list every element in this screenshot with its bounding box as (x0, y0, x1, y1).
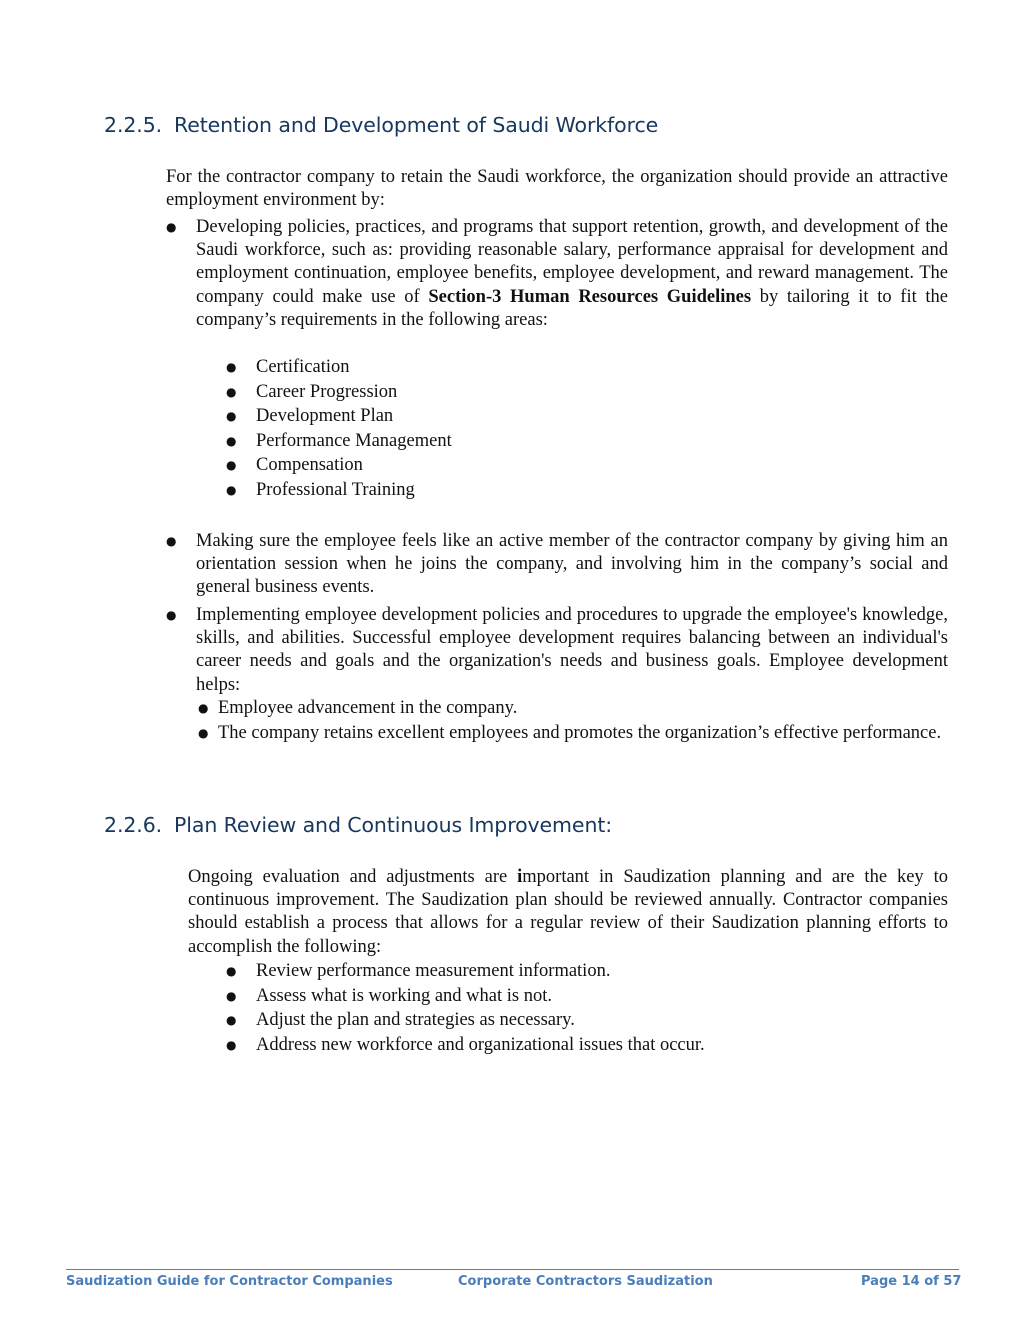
footer-left: Saudization Guide for Contractor Companies (66, 1274, 393, 1289)
bold-letter: i (517, 867, 523, 887)
list-item (166, 530, 948, 600)
section-heading-2-2-5 (104, 113, 658, 137)
list-item (166, 604, 948, 697)
review-item (226, 1034, 926, 1059)
bullet-icon: ● (226, 1013, 237, 1028)
area-label: Development Plan (256, 406, 394, 427)
bullet-icon: ● (226, 1037, 237, 1052)
area-item (226, 405, 626, 430)
bullet-icon: ● (226, 458, 237, 473)
helps-item (196, 722, 948, 745)
bullet-icon: ● (166, 608, 177, 622)
area-item (226, 430, 626, 455)
helps-item-text: The company retains excellent employees and promotes the organization’s effective performance. (218, 723, 942, 743)
bullet-icon: ● (226, 409, 237, 424)
review-item (226, 1009, 926, 1034)
text-run: mportant in Saudization planning and are the key to continuous improvement. The Saudization plan should be reviewed annually. Contractor companies should establish a process that allows for a regular review of their Saudization planning efforts to accomplish the following: (188, 867, 948, 957)
area-label: Certification (256, 357, 350, 377)
area-item (226, 479, 626, 504)
list-item-text (196, 216, 948, 332)
section-intro (188, 866, 948, 959)
bullet-icon: ● (166, 534, 177, 548)
text-run: by tailoring it to fit the company’s requirements in the following areas: (196, 286, 948, 330)
area-item (226, 454, 626, 479)
section-title: Plan Review and Continuous Improvement: (174, 813, 613, 837)
area-label: Performance Management (256, 430, 452, 451)
review-item-label: Adjust the plan and strategies as necessary. (256, 1010, 575, 1031)
review-item-label: Address new workforce and organizational issues that occur. (256, 1034, 705, 1055)
review-item-label: Review performance measurement information. (256, 961, 611, 981)
helps-item (196, 697, 948, 720)
guidelines-reference: Section-3 Human Resources Guidelines (428, 286, 752, 307)
bullet-icon: ● (166, 220, 177, 234)
bullet-icon: ● (226, 360, 237, 374)
text-run: Ongoing evaluation and adjustments are (188, 867, 518, 887)
bullet-icon: ● (198, 726, 209, 740)
area-label: Professional Training (256, 479, 415, 500)
area-item (226, 356, 626, 381)
bullet-icon: ● (226, 988, 237, 1003)
area-label: Career Progression (256, 381, 398, 402)
areas-list (226, 356, 626, 504)
footer-divider (66, 1269, 959, 1270)
list-item-text: Implementing employee development policies and procedures to upgrade the employee's knowledge, skills, and abilities. Successful employee development requires balancing between an individual's career needs and goals and the organization's needs and business goals. Employee development helps: (196, 605, 948, 695)
review-item (226, 985, 926, 1010)
section-number: 2.2.5. (104, 113, 163, 137)
list-item-text: Making sure the employee feels like an active member of the contractor company by giving him an orientation session when he joins the company, and involving him in the company’s social and general business events. (196, 531, 948, 598)
bullet-icon: ● (198, 701, 209, 715)
footer-center: Corporate Contractors Saudization (458, 1274, 713, 1289)
section-heading-2-2-6 (104, 813, 612, 837)
section-title: Retention and Development of Saudi Workforce (174, 113, 659, 137)
section-intro: For the contractor company to retain the Saudi workforce, the organization should provide an attractive employment environment by: (166, 167, 948, 211)
list-item (166, 216, 948, 332)
review-item (226, 960, 926, 985)
helps-item-text: Employee advancement in the company. (218, 698, 518, 718)
text-run: Developing policies, practices, and programs that support retention, growth, and development of the Saudi workforce, such as: providing reasonable salary, performance appraisal for development and employment continuation, employee benefits, employee development, and reward management. The company could make use of (196, 217, 948, 307)
bullet-icon: ● (226, 964, 237, 978)
area-label: Compensation (256, 455, 363, 476)
bullet-icon: ● (226, 384, 237, 399)
bullet-icon: ● (226, 433, 237, 448)
bullet-icon: ● (226, 482, 237, 497)
review-items-list (226, 960, 926, 1058)
footer-page-number: Page 14 of 57 (861, 1274, 962, 1289)
section-number: 2.2.6. (104, 813, 163, 837)
review-item-label: Assess what is working and what is not. (256, 985, 552, 1006)
area-item (226, 381, 626, 406)
